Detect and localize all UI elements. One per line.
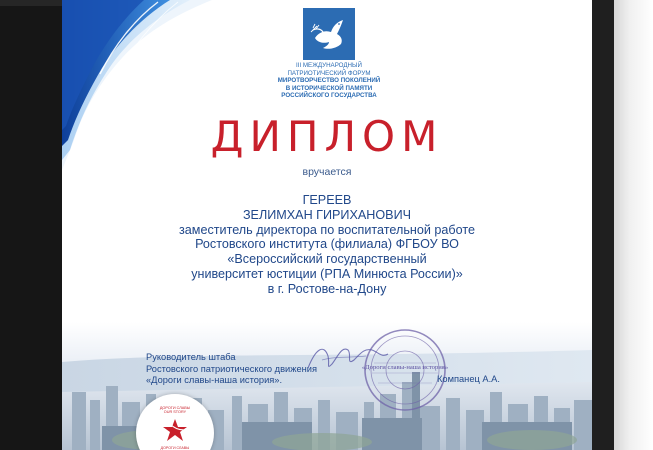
signatory-role-block xyxy=(146,352,317,387)
recipient-position-line-1: заместитель директора по воспитательной работе xyxy=(179,222,475,237)
forum-title-block xyxy=(242,62,416,100)
frame-right-border xyxy=(592,0,614,450)
recipient-position-line-2: Ростовского института (филиала) ФГБОУ ВО xyxy=(195,237,459,252)
forum-line-2: ПАТРИОТИЧЕСКИЙ ФОРУМ xyxy=(287,69,371,77)
forum-line-3: МИРОТВОРЧЕСТВО ПОКОЛЕНИЙ xyxy=(277,77,381,85)
recipient-position-line-3: «Всероссийский государственный xyxy=(227,252,427,267)
forum-line-4: В ИСТОРИЧЕСКОЙ ПАМЯТИ xyxy=(285,84,373,92)
signatory-role-line-1: Руководитель штаба xyxy=(146,352,236,362)
dove-icon xyxy=(303,8,355,60)
stamp-text: «Дороги славы-наша история» xyxy=(362,364,448,371)
frame-left-border xyxy=(0,0,62,450)
signatory-name: Компанец А.А. xyxy=(437,374,500,384)
awarded-label: вручается xyxy=(302,166,352,178)
star-figure-icon xyxy=(160,418,190,444)
frame-top-strip xyxy=(0,0,62,6)
badge-top-text xyxy=(136,406,214,415)
badge-top-line-2: OUR STORY xyxy=(163,410,187,415)
forum-line-1: III МЕЖДУНАРОДНЫЙ xyxy=(296,62,362,69)
recipient-position-line-5: в г. Ростове-на-Дону xyxy=(267,281,387,296)
recipient-name: ЗЕЛИМХАН ГИРИХАНОВИЧ xyxy=(242,207,412,222)
recipient-position-line-4: университет юстиции (РПА Минюста России)» xyxy=(191,266,463,281)
recipient-surname: ГЕРЕЕВ xyxy=(302,193,352,207)
diploma-sheet xyxy=(62,0,592,450)
frame-shadow xyxy=(614,0,653,450)
badge-top-line-1: ДОРОГИ СЛАВЫ xyxy=(159,406,191,410)
diploma-title: ДИПЛОМ xyxy=(210,112,444,161)
recipient-block xyxy=(62,193,592,297)
forum-emblem xyxy=(303,8,355,60)
signatory-role-line-2: Ростовского патриотического движения xyxy=(146,363,317,374)
forum-line-5: РОССИЙСКОГО ГОСУДАРСТВА xyxy=(281,92,377,100)
signatory-role-line-3: «Дороги славы-наша история». xyxy=(146,375,283,385)
badge-bottom-text: ДОРОГИ СЛАВЫ xyxy=(160,446,190,450)
